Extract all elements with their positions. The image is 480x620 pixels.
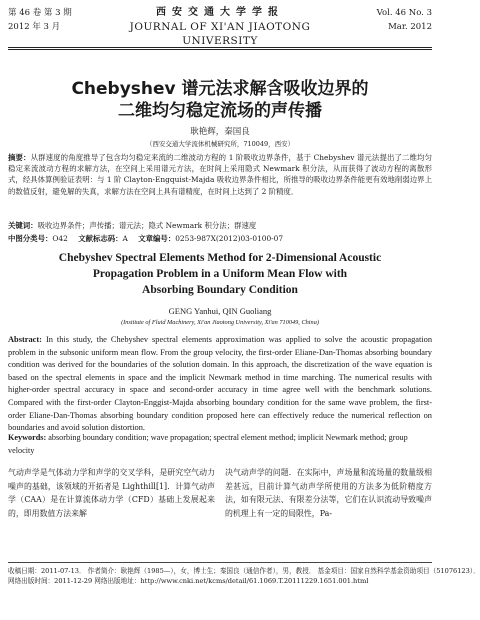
english-abstract-label: Abstract: [8,335,42,344]
chinese-keywords-label: 关键词： [8,221,38,230]
date-en: Mar. 2012 [388,22,432,32]
header-rule-thick [8,47,432,48]
journal-name-cn: 西安交通大学学报 [156,7,284,18]
issue-info-en [377,6,432,34]
english-abstract [8,334,432,435]
journal-name [98,6,342,48]
english-abstract-text: In this study, the Chebyshev spectral elements approximation was applied to solve the acoustic propagation problem in the subsonic uniform mean flow. From the group velocity, the first-order Eliane-Dan-Thomas absorbing boundary condition was derived for the boundaries of the solution domain. In this approach, the discretization of the wave equation is based on the spectral elements in space and the implicit Newmark method in time marching. The numerical results with higher-order spectral accuracy in space and second-order accuracy in time agree well with the benchmark solutions. Compared with the first-order Clayton-Enggist-Majda absorbing boundary condition for the same wave problem, the first-order Eliane-Dan-Thomas absorbing boundary condition proposed here can effectively reduce the numerical reflection on boundaries and avoid solution distortion. [8,335,433,433]
chinese-keywords-text: 吸收边界条件；声传播；谱元法；隐式 Newmark 积分法；群速度 [37,221,257,230]
date-cn: 2012 年 3 月 [8,22,61,32]
english-keywords-text: absorbing boundary condition; wave propagation; spectral element method; implicit Newmark method; group velocity [8,433,408,455]
english-title-line1: Chebyshev Spectral Elements Method for 2-Dimensional Acoustic [58,252,382,264]
clc-number: 中图分类号：O42 [8,234,68,243]
body-column-left: 气动声学是气体动力学和声学的交叉学科，是研究空气动力噪声的基础，该领域的开拓者是 Lighthill[1]．计算气动声学（CAA）是在计算流体动力学（CFD）基础上发展起来的，即用数值方法来解 [8,468,215,518]
chinese-title-line2: 二维均匀稳定流场的声传播 [118,101,322,121]
volume-issue-en: Vol. 46 No. 3 [376,8,432,18]
english-title [30,250,410,298]
running-header [8,6,432,46]
body-column-right: 决气动声学的问题．在实际中，声场量和流场量的数量级相差甚远，目前计算气动声学所使用的方法多为低阶精度方法，如有限元法、有限差分法等，它们在认识流动导致噪声的机理上有一定的局限性，Pa- [225,468,432,518]
footnote-rule [8,562,432,563]
header-rule-thin [8,49,432,50]
volume-issue-cn: 第 46 卷 第 3 期 [8,8,72,18]
chinese-title [20,78,420,122]
chinese-abstract-text: 从群速度的角度推导了包含均匀稳定来流的二维波动方程的 1 阶吸收边界条件，基于 Chebyshev 谱元法提出了二维均匀稳定来流波动方程的求解方法，在空间上采用谱元方法，在时间上采用隐式 Newmark 积分法，从而获得了波动方程的离散形式，经具体算例验证表明：与 1 阶 Clayton-Engquist-Majda 吸收边界条件相比，所推导的吸收边界条件能更有效地削弱边界上的数值反射，避免解的失真，求解方法在空间上具有谱精度，在时间上达到了 2 阶精度． [8,153,432,196]
footnote-line1: 收稿日期：2011-07-13． 作者简介：耿艳辉（1985—），女，博士生；秦国良（通信作者），男，教授． 基金项目：国家自然科学基金资助项目（51076123）． [8,567,480,575]
classification-info [8,233,432,244]
english-authors: GENG Yanhui, QIN Guoliang [168,306,272,316]
english-affiliation: (Institute of Fluid Machinery, Xi'an Jiaotong University, Xi'an 710049, China) [121,319,319,326]
chinese-authors: 耿艳辉，秦国良 [190,127,250,137]
english-title-line2: Propagation Problem in a Uniform Mean Flow with [92,268,348,280]
chinese-keywords [8,220,432,231]
footnote [8,566,480,586]
body-text [8,466,432,556]
issue-info [8,6,72,34]
journal-name-en: JOURNAL OF XI'AN JIAOTONG UNIVERSITY [129,21,311,47]
chinese-title-line1: Chebyshev 谱元法求解含吸收边界的 [71,79,369,99]
chinese-abstract-label: 摘要： [8,153,31,162]
footnote-line2: 网络出版时间：2011-12-29 网络出版地址：http://www.cnki.net/kcms/detail/61.1069.T.20111229.1651.001.html [8,577,369,585]
chinese-affiliation: （西安交通大学流体机械研究所，710049，西安） [145,140,295,148]
english-keywords-label: Keywords: [8,433,47,442]
english-title-line3: Absorbing Boundary Condition [142,284,298,296]
article-number: 文章编号：0253-987X(2012)03-0100-07 [138,234,284,243]
english-keywords [8,432,432,457]
document-code: 文献标志码：A [78,234,128,243]
chinese-abstract [8,152,432,197]
